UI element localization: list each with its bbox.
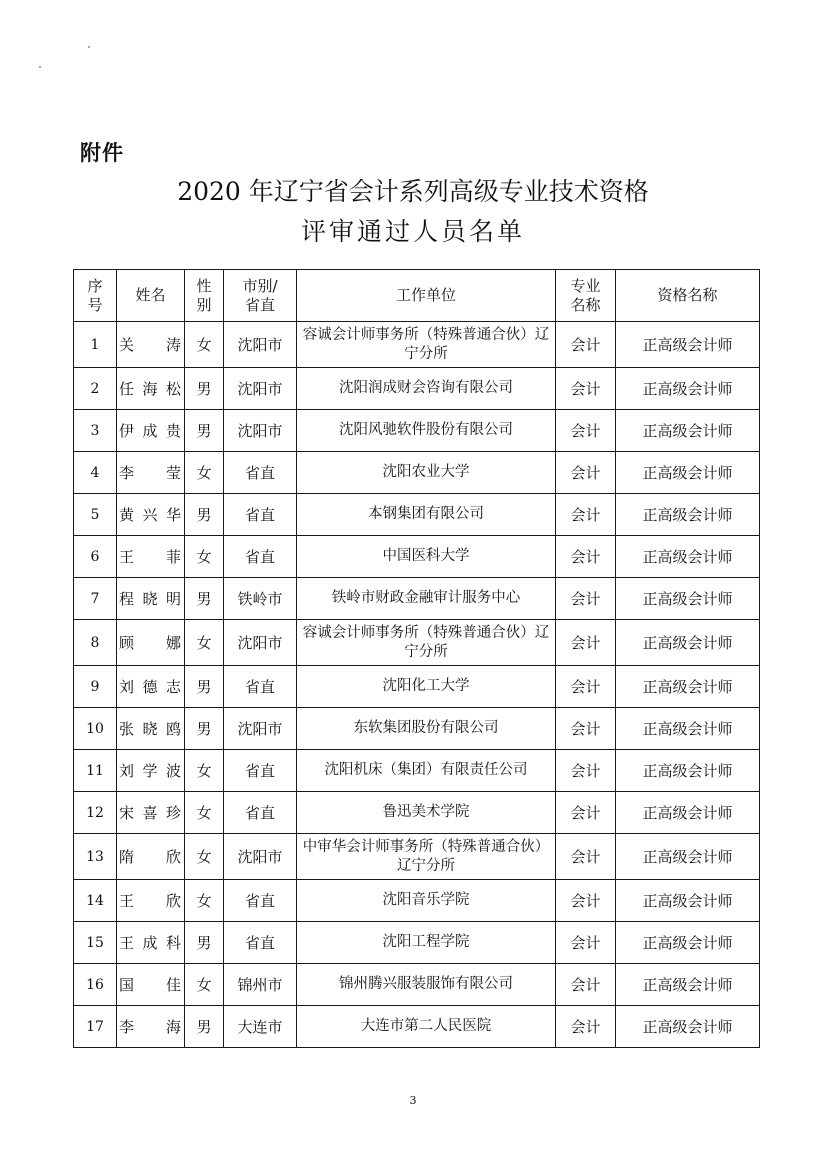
cell-index: 12 [74,792,117,834]
cell-qualification: 正高级会计师 [616,620,760,666]
cell-gender: 女 [185,792,224,834]
cell-name: 隋 欣 [117,834,185,880]
cell-major: 会计 [556,708,616,750]
table-row [74,494,760,536]
cell-qualification: 正高级会计师 [616,750,760,792]
cell-region: 沈阳市 [224,708,297,750]
title-line-2: 评审通过人员名单 [300,217,525,246]
cell-name: 国 佳 [117,964,185,1006]
cell-region: 省直 [224,922,297,964]
table-row [74,620,760,666]
cell-index: 7 [74,578,117,620]
cell-index: 9 [74,666,117,708]
cell-gender: 男 [185,666,224,708]
cell-major: 会计 [556,834,616,880]
cell-major: 会计 [556,620,616,666]
cell-qualification: 正高级会计师 [616,322,760,368]
document-title [0,172,826,252]
cell-name: 程晓明 [117,578,185,620]
cell-name: 李 海 [117,1006,185,1048]
cell-qualification: 正高级会计师 [616,536,760,578]
cell-gender: 女 [185,834,224,880]
cell-qualification: 正高级会计师 [616,880,760,922]
cell-region: 省直 [224,666,297,708]
cell-name: 王 欣 [117,880,185,922]
cell-region: 沈阳市 [224,322,297,368]
cell-index: 11 [74,750,117,792]
table-row [74,1006,760,1048]
cell-index: 10 [74,708,117,750]
cell-major: 会计 [556,792,616,834]
page-number: 3 [409,1094,417,1107]
cell-major: 会计 [556,410,616,452]
cell-org: 沈阳润成财会咨询有限公司 [297,368,556,410]
cell-gender: 男 [185,1006,224,1048]
cell-qualification: 正高级会计师 [616,666,760,708]
attachment-label: 附件 [80,141,124,165]
table-row [74,750,760,792]
header-qualification: 资格名称 [616,270,760,322]
cell-major: 会计 [556,1006,616,1048]
header-gender: 性 别 [185,270,224,322]
cell-region: 沈阳市 [224,834,297,880]
cell-region: 省直 [224,452,297,494]
cell-region: 沈阳市 [224,620,297,666]
cell-index: 15 [74,922,117,964]
cell-qualification: 正高级会计师 [616,922,760,964]
cell-gender: 男 [185,410,224,452]
cell-major: 会计 [556,536,616,578]
cell-org: 容诚会计师事务所（特殊普通合伙）辽宁分所 [297,322,556,368]
cell-major: 会计 [556,750,616,792]
cell-index: 4 [74,452,117,494]
cell-region: 大连市 [224,1006,297,1048]
cell-name: 王 菲 [117,536,185,578]
roster-body [74,322,760,1048]
scan-speck [88,46,90,48]
cell-major: 会计 [556,578,616,620]
cell-name: 宋喜珍 [117,792,185,834]
header-region: 市别/ 省直 [224,270,297,322]
cell-region: 省直 [224,536,297,578]
cell-org: 鲁迅美术学院 [297,792,556,834]
cell-index: 2 [74,368,117,410]
cell-index: 6 [74,536,117,578]
cell-major: 会计 [556,494,616,536]
table-row [74,964,760,1006]
cell-name: 关 涛 [117,322,185,368]
cell-org: 锦州腾兴服装服饰有限公司 [297,964,556,1006]
cell-org: 沈阳化工大学 [297,666,556,708]
cell-region: 省直 [224,494,297,536]
cell-index: 16 [74,964,117,1006]
table-row [74,792,760,834]
cell-region: 铁岭市 [224,578,297,620]
cell-major: 会计 [556,922,616,964]
cell-gender: 女 [185,750,224,792]
cell-gender: 女 [185,880,224,922]
cell-qualification: 正高级会计师 [616,494,760,536]
cell-org: 沈阳音乐学院 [297,880,556,922]
cell-name: 伊成贵 [117,410,185,452]
cell-org: 中国医科大学 [297,536,556,578]
cell-gender: 男 [185,922,224,964]
cell-org: 沈阳机床（集团）有限责任公司 [297,750,556,792]
cell-name: 张晓鸥 [117,708,185,750]
cell-major: 会计 [556,368,616,410]
cell-region: 省直 [224,750,297,792]
cell-qualification: 正高级会计师 [616,1006,760,1048]
cell-org: 沈阳农业大学 [297,452,556,494]
cell-major: 会计 [556,964,616,1006]
cell-name: 黄兴华 [117,494,185,536]
cell-index: 13 [74,834,117,880]
cell-major: 会计 [556,880,616,922]
cell-gender: 男 [185,578,224,620]
cell-qualification: 正高级会计师 [616,708,760,750]
cell-gender: 女 [185,322,224,368]
cell-region: 锦州市 [224,964,297,1006]
cell-name: 李 莹 [117,452,185,494]
cell-org: 容诚会计师事务所（特殊普通合伙）辽宁分所 [297,620,556,666]
table-header-row [74,270,760,322]
cell-region: 沈阳市 [224,368,297,410]
cell-qualification: 正高级会计师 [616,834,760,880]
cell-org: 沈阳风驰软件股份有限公司 [297,410,556,452]
cell-qualification: 正高级会计师 [616,368,760,410]
cell-gender: 男 [185,494,224,536]
cell-index: 8 [74,620,117,666]
cell-qualification: 正高级会计师 [616,452,760,494]
cell-name: 刘学波 [117,750,185,792]
cell-gender: 女 [185,452,224,494]
header-org: 工作单位 [297,270,556,322]
cell-org: 本钢集团有限公司 [297,494,556,536]
cell-gender: 男 [185,708,224,750]
scan-speck [39,66,41,68]
cell-index: 17 [74,1006,117,1048]
cell-qualification: 正高级会计师 [616,964,760,1006]
cell-name: 任海松 [117,368,185,410]
table-row [74,834,760,880]
table-row [74,880,760,922]
cell-index: 1 [74,322,117,368]
cell-gender: 男 [185,368,224,410]
cell-major: 会计 [556,322,616,368]
header-major: 专业 名称 [556,270,616,322]
cell-region: 沈阳市 [224,410,297,452]
table-row [74,322,760,368]
table-row [74,536,760,578]
cell-gender: 女 [185,964,224,1006]
cell-org: 中审华会计师事务所（特殊普通合伙）辽宁分所 [297,834,556,880]
cell-org: 沈阳工程学院 [297,922,556,964]
cell-gender: 女 [185,620,224,666]
cell-major: 会计 [556,452,616,494]
cell-index: 5 [74,494,117,536]
header-index: 序 号 [74,270,117,322]
table-row [74,922,760,964]
cell-region: 省直 [224,792,297,834]
cell-org: 大连市第二人民医院 [297,1006,556,1048]
cell-name: 刘德志 [117,666,185,708]
cell-org: 铁岭市财政金融审计服务中心 [297,578,556,620]
header-name: 姓名 [117,270,185,322]
cell-major: 会计 [556,666,616,708]
cell-qualification: 正高级会计师 [616,410,760,452]
cell-qualification: 正高级会计师 [616,578,760,620]
cell-qualification: 正高级会计师 [616,792,760,834]
table-row [74,666,760,708]
cell-index: 3 [74,410,117,452]
cell-name: 顾 娜 [117,620,185,666]
table-row [74,452,760,494]
cell-index: 14 [74,880,117,922]
table-row [74,410,760,452]
cell-name: 王成科 [117,922,185,964]
roster-table [73,269,760,1048]
cell-org: 东软集团股份有限公司 [297,708,556,750]
title-line-1: 2020 年辽宁省会计系列高级专业技术资格 [177,177,649,206]
table-row [74,578,760,620]
cell-region: 省直 [224,880,297,922]
cell-gender: 女 [185,536,224,578]
table-row [74,368,760,410]
table-row [74,708,760,750]
